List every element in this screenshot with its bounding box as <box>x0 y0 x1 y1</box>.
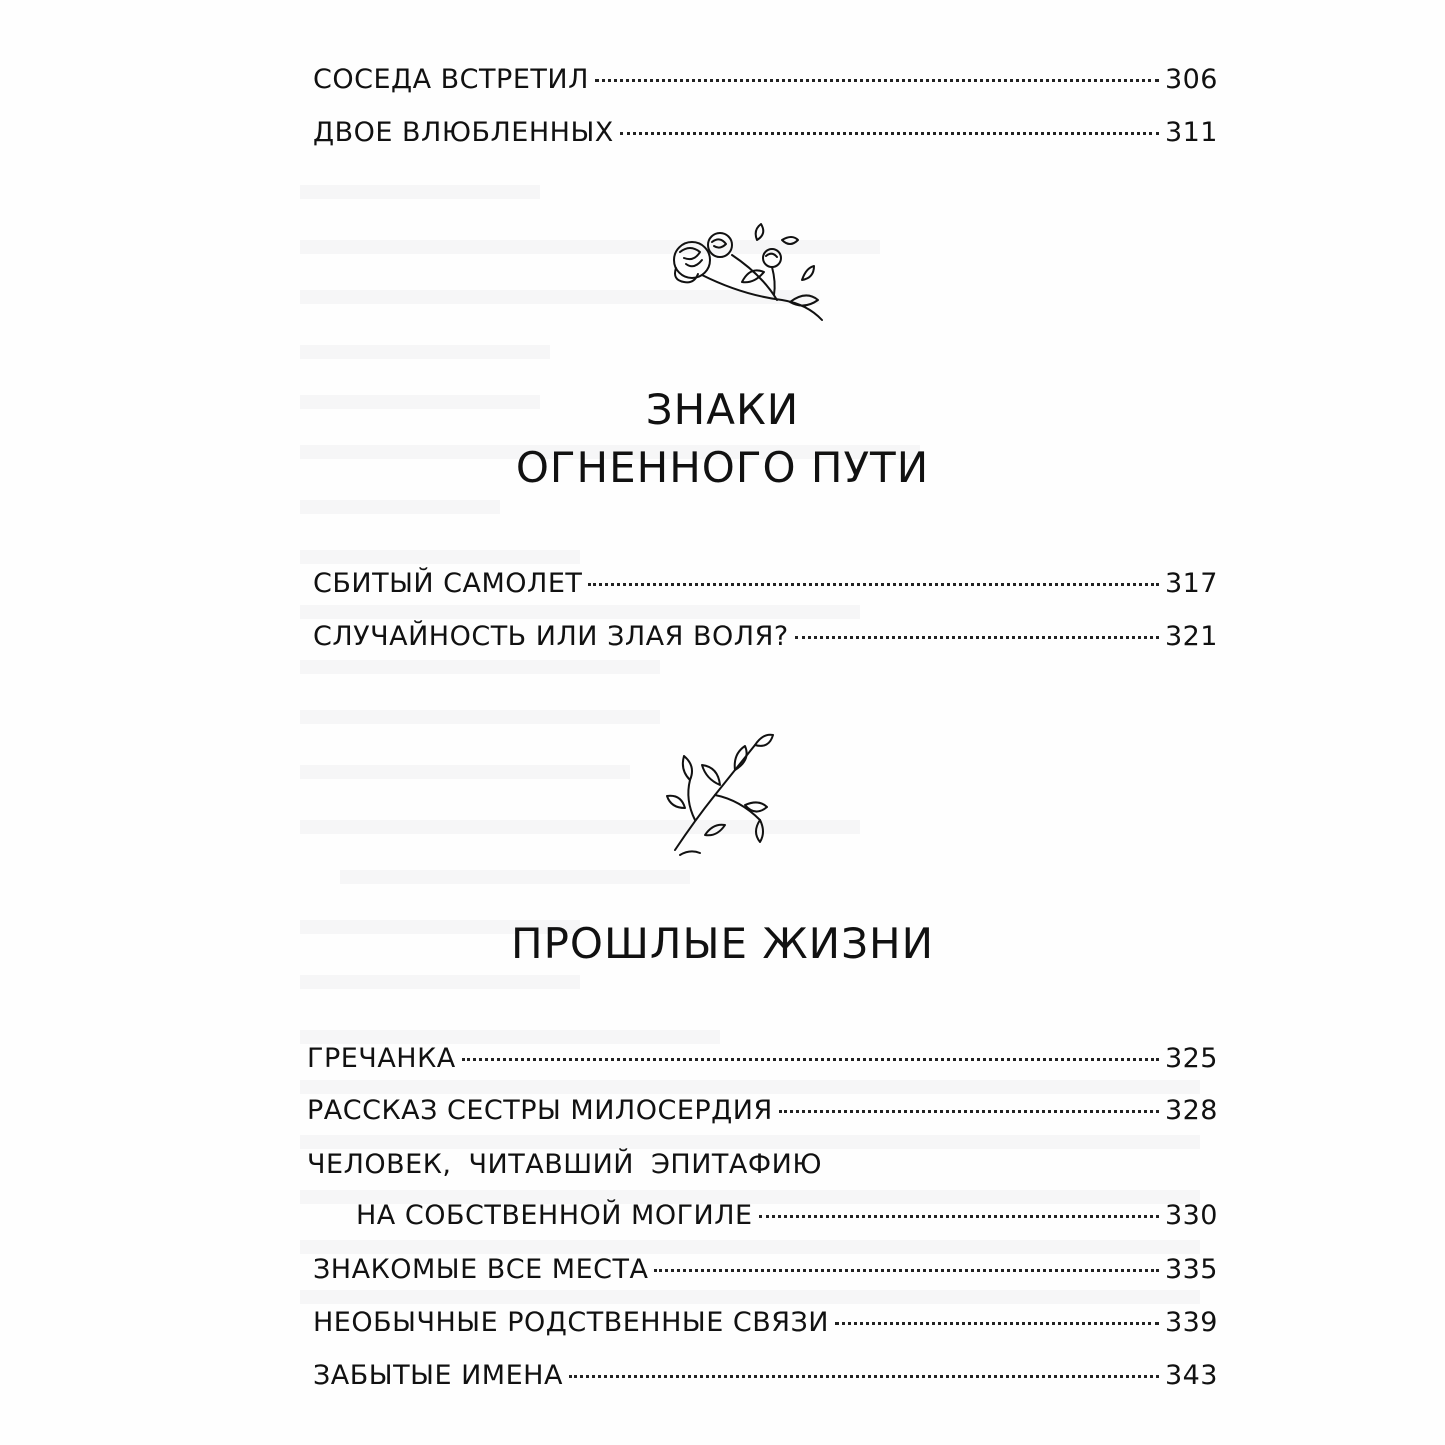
toc-entry-title: ЗНАКОМЫЕ ВСЕ МЕСТА <box>313 1254 649 1285</box>
toc-entry-title: ЗАБЫТЫЕ ИМЕНА <box>313 1360 563 1391</box>
toc-entry-page: 306 <box>1164 64 1218 95</box>
dot-leader <box>569 1375 1159 1378</box>
toc-entry-page: 311 <box>1164 117 1218 148</box>
dot-leader <box>654 1269 1159 1272</box>
toc-entry-page: 335 <box>1164 1254 1218 1285</box>
toc-entry-title: НЕОБЫЧНЫЕ РОДСТВЕННЫЕ СВЯЗИ <box>313 1307 830 1338</box>
dot-leader <box>835 1322 1159 1325</box>
dot-leader <box>588 583 1159 586</box>
toc-entry-page: 343 <box>1164 1360 1218 1391</box>
toc-entry-page: 339 <box>1164 1307 1218 1338</box>
toc-entry-page: 321 <box>1164 621 1218 652</box>
toc-entry-page: 328 <box>1164 1095 1218 1126</box>
toc-entry-page: 330 <box>1164 1200 1218 1231</box>
toc-entry-title: ЧЕЛОВЕК, ЧИТАВШИЙ ЭПИТАФИЮ <box>307 1149 822 1180</box>
toc-entry[interactable] <box>313 63 1218 97</box>
dot-leader <box>795 636 1159 639</box>
toc-entry[interactable] <box>313 567 1218 601</box>
toc-entry-title: ГРЕЧАНКА <box>307 1043 456 1074</box>
toc-entry[interactable] <box>307 1094 1218 1128</box>
toc-entry-title: СОСЕДА ВСТРЕТИЛ <box>313 64 589 95</box>
rose-flower-icon <box>662 220 842 330</box>
toc-entry[interactable] <box>313 1253 1218 1287</box>
toc-entry[interactable] <box>313 1306 1218 1340</box>
section-title: ПРОШЛЫЕ ЖИЗНИ <box>511 919 934 968</box>
section-title: ЗНАКИ <box>645 385 800 434</box>
toc-entry[interactable] <box>313 1359 1218 1393</box>
toc-entry[interactable] <box>307 1042 1218 1076</box>
section-title: ОГНЕННОГО ПУТИ <box>515 443 930 492</box>
toc-entry-title: СЛУЧАЙНОСТЬ ИЛИ ЗЛАЯ ВОЛЯ? <box>313 621 789 652</box>
dot-leader <box>462 1058 1159 1061</box>
toc-entry[interactable] <box>313 116 1218 150</box>
toc-entry[interactable] <box>356 1199 1218 1233</box>
leafy-branch-icon <box>665 730 775 860</box>
toc-entry-page: 317 <box>1164 568 1218 599</box>
toc-entry-first-line[interactable] <box>307 1148 822 1182</box>
toc-entry-title: РАССКАЗ СЕСТРЫ МИЛОСЕРДИЯ <box>307 1095 773 1126</box>
toc-entry-title: СБИТЫЙ САМОЛЕТ <box>313 568 583 599</box>
toc-entry-title: ДВОЕ ВЛЮБЛЕННЫХ <box>313 117 614 148</box>
dot-leader <box>759 1215 1159 1218</box>
dot-leader <box>779 1110 1159 1113</box>
dot-leader <box>620 132 1159 135</box>
toc-entry[interactable] <box>313 620 1218 654</box>
toc-entry-page: 325 <box>1164 1043 1218 1074</box>
toc-entry-title: НА СОБСТВЕННОЙ МОГИЛЕ <box>356 1200 753 1231</box>
dot-leader <box>595 79 1159 82</box>
